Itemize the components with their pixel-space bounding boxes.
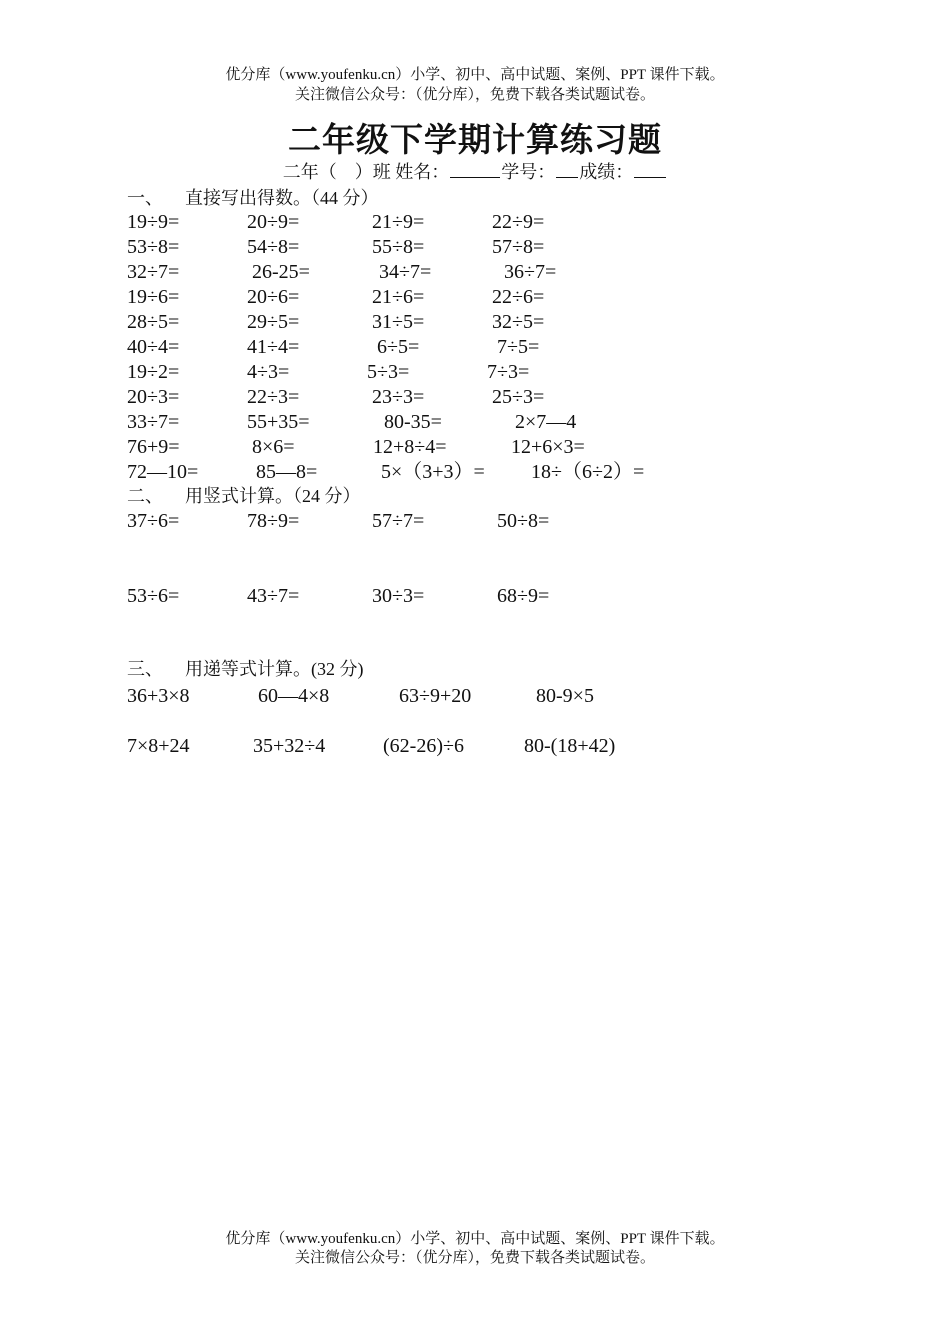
section-number: 三、 — [127, 659, 163, 679]
problem-row — [127, 234, 827, 260]
problem-row — [127, 409, 827, 435]
math-problem: 40÷4= — [127, 336, 180, 358]
math-problem: 76+9= — [127, 436, 180, 458]
math-problem: 63÷9+20 — [399, 685, 472, 707]
math-problem: 7÷5= — [497, 336, 540, 358]
score-blank — [634, 160, 666, 178]
math-problem: 29÷5= — [247, 311, 300, 333]
section-number: 一、 — [127, 188, 163, 208]
math-problem: 80-(18+42) — [524, 735, 616, 757]
math-problem: 80-9×5 — [536, 685, 594, 707]
math-problem: 7×8+24 — [127, 735, 190, 757]
math-problem: 55÷8= — [372, 236, 425, 258]
score-label: 成绩： — [579, 162, 634, 182]
math-problem: 26-25= — [252, 261, 310, 283]
math-problem: 20÷9= — [247, 211, 300, 233]
section-heading — [127, 186, 379, 210]
math-problem: 8×6= — [252, 436, 295, 458]
math-problem: 54÷8= — [247, 236, 300, 258]
student-info — [0, 160, 950, 184]
math-problem: 22÷6= — [492, 286, 545, 308]
math-problem: 53÷8= — [127, 236, 180, 258]
header-line-2: 关注微信公众号：（优分库），免费下载各类试题试卷。 — [294, 87, 655, 103]
id-blank — [556, 160, 578, 178]
math-problem: 5×（3+3）= — [381, 461, 485, 483]
math-problem: 36+3×8 — [127, 685, 190, 707]
math-problem: 21÷6= — [372, 286, 425, 308]
problem-row — [127, 508, 827, 534]
section-title: 直接写出得数。（44 分） — [185, 188, 379, 208]
math-problem: 85—8= — [256, 461, 318, 483]
math-problem: 20÷6= — [247, 286, 300, 308]
math-problem: 57÷8= — [492, 236, 545, 258]
problem-row — [127, 583, 827, 609]
math-problem: 19÷2= — [127, 361, 180, 383]
math-problem: 30÷3= — [372, 585, 425, 607]
problem-row — [127, 683, 827, 709]
math-problem: 20÷3= — [127, 386, 180, 408]
math-problem: 53÷6= — [127, 585, 180, 607]
math-problem: 35+32÷4 — [253, 735, 326, 757]
math-problem: 5÷3= — [367, 361, 410, 383]
math-problem: 23÷3= — [372, 386, 425, 408]
math-problem: 18÷（6÷2）= — [531, 461, 645, 483]
page-title: 二年级下学期计算练习题 — [288, 123, 662, 159]
math-problem: 19÷6= — [127, 286, 180, 308]
math-problem: 60—4×8 — [258, 685, 330, 707]
math-problem: 22÷9= — [492, 211, 545, 233]
section-title: 用竖式计算。（24 分） — [185, 486, 361, 506]
math-problem: 7÷3= — [487, 361, 530, 383]
problem-row — [127, 459, 827, 485]
math-problem: 32÷7= — [127, 261, 180, 283]
id-label: 学号： — [501, 162, 556, 182]
math-problem: 6÷5= — [377, 336, 420, 358]
math-problem: 12+8÷4= — [373, 436, 447, 458]
problem-row — [127, 209, 827, 235]
name-blank — [450, 160, 500, 178]
footer-line-2: 关注微信公众号：（优分库），免费下载各类试题试卷。 — [294, 1250, 655, 1266]
problem-row — [127, 334, 827, 360]
header-line-1: 优分库（www.youfenku.cn）小学、初中、高中试题、案例、PPT 课件下载。 — [225, 67, 725, 83]
problem-row — [127, 259, 827, 285]
math-problem: 41÷4= — [247, 336, 300, 358]
section-number: 二、 — [127, 486, 163, 506]
math-problem: 22÷3= — [247, 386, 300, 408]
math-problem: 68÷9= — [497, 585, 550, 607]
math-problem: 36÷7= — [504, 261, 557, 283]
problem-row — [127, 434, 827, 460]
problem-row — [127, 733, 827, 759]
math-problem: 57÷7= — [372, 510, 425, 532]
footer-line-1: 优分库（www.youfenku.cn）小学、初中、高中试题、案例、PPT 课件下载。 — [225, 1231, 725, 1247]
math-problem: 43÷7= — [247, 585, 300, 607]
section-heading — [127, 657, 364, 681]
problem-row — [127, 309, 827, 335]
name-label: 姓名： — [395, 162, 450, 182]
math-problem: 21÷9= — [372, 211, 425, 233]
math-problem: 2×7—4 — [515, 411, 577, 433]
math-problem: 32÷5= — [492, 311, 545, 333]
math-problem: 50÷8= — [497, 510, 550, 532]
math-problem: 12+6×3= — [511, 436, 585, 458]
math-problem: 37÷6= — [127, 510, 180, 532]
problem-row — [127, 359, 827, 385]
math-problem: 4÷3= — [247, 361, 290, 383]
math-problem: (62-26)÷6 — [383, 735, 464, 757]
problem-row — [127, 284, 827, 310]
math-problem: 19÷9= — [127, 211, 180, 233]
section-title: 用递等式计算。(32 分) — [185, 659, 364, 679]
class-label: 二年（ ）班 — [282, 162, 391, 182]
math-problem: 78÷9= — [247, 510, 300, 532]
problem-row — [127, 384, 827, 410]
math-problem: 80-35= — [384, 411, 442, 433]
math-problem: 28÷5= — [127, 311, 180, 333]
math-problem: 25÷3= — [492, 386, 545, 408]
math-problem: 72—10= — [127, 461, 199, 483]
math-problem: 31÷5= — [372, 311, 425, 333]
math-problem: 34÷7= — [379, 261, 432, 283]
math-problem: 33÷7= — [127, 411, 180, 433]
math-problem: 55+35= — [247, 411, 310, 433]
section-heading — [127, 484, 361, 508]
